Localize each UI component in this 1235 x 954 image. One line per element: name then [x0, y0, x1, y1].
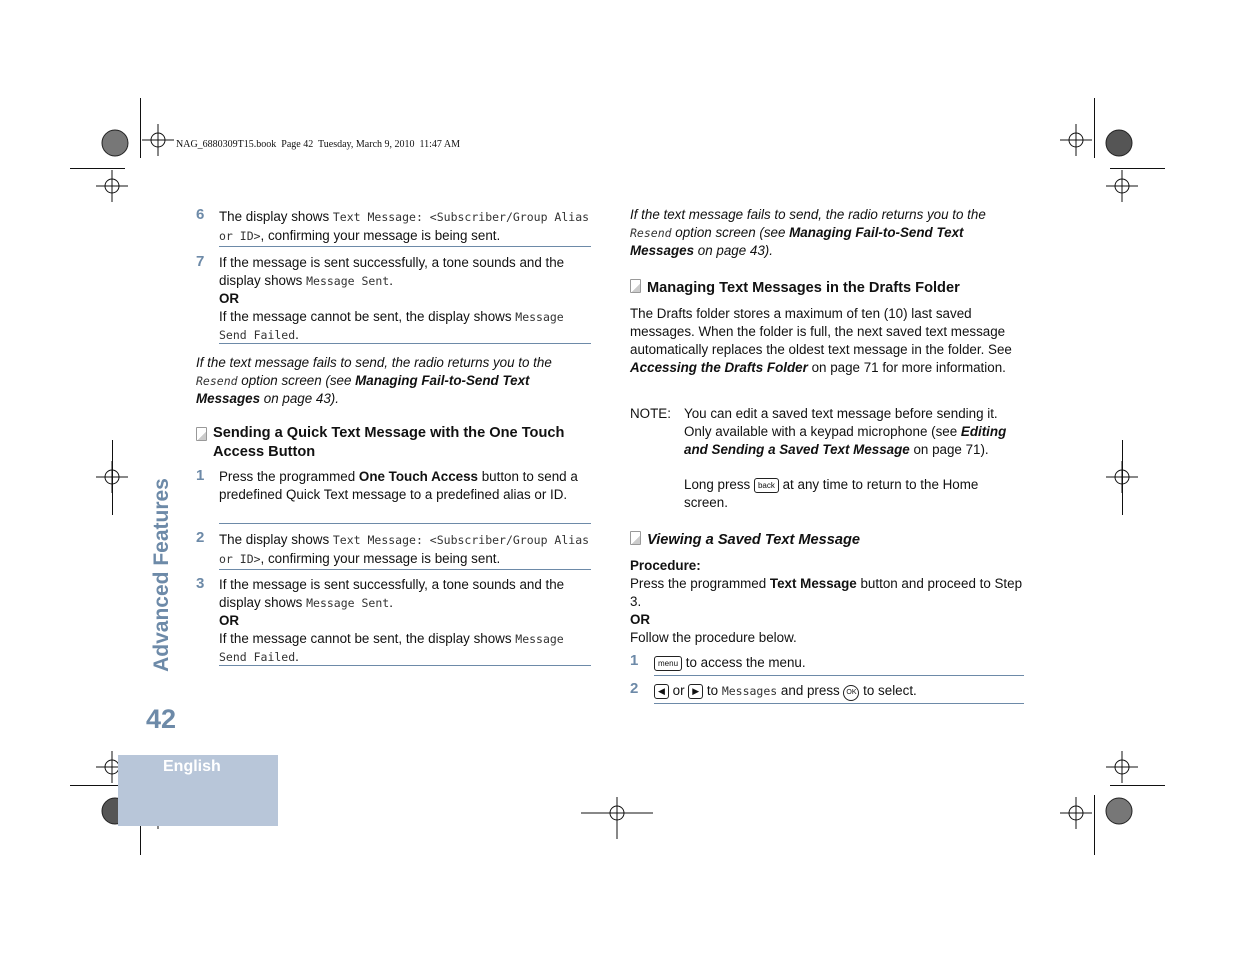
registration-dot — [1106, 130, 1132, 156]
section-heading — [630, 531, 1022, 550]
display-text: Text Message: <Subscriber/Group Alias or ID> — [219, 210, 590, 243]
step-number: 7 — [196, 253, 205, 270]
back-key-icon: back — [754, 478, 779, 493]
procedure-label: Procedure: — [630, 558, 701, 573]
registration-dot — [1106, 798, 1132, 824]
step-number: 2 — [196, 529, 205, 546]
step-number: 1 — [630, 652, 639, 669]
step-divider — [219, 665, 591, 666]
display-text: Resend — [196, 374, 238, 388]
fail-note — [196, 354, 588, 408]
ok-key-icon: OK — [843, 685, 859, 701]
fail-note — [630, 206, 1022, 260]
registration-target — [1060, 797, 1092, 829]
step-text: The display shows — [219, 532, 333, 547]
step-number: 1 — [196, 467, 205, 484]
view-step-2 — [654, 682, 1024, 701]
note-text: You can edit a saved text message before sending it. Only available with a keypad microphone (see — [684, 406, 998, 439]
section-title: Sending a Quick Text Message with the One Touch Access Button — [213, 425, 565, 460]
step-text: to access the menu. — [682, 655, 806, 670]
section-icon — [630, 531, 641, 545]
note-text: If the text message fails to send, the radio returns you to the — [196, 355, 552, 370]
step-6 — [219, 208, 591, 245]
step-text: , confirming your message is being sent. — [260, 227, 501, 243]
note-text: on page 71). — [909, 442, 989, 457]
note-text: on page 43). — [260, 391, 339, 406]
view-step-1 — [654, 654, 1024, 672]
section-icon — [630, 279, 641, 293]
step-divider — [219, 246, 591, 247]
registration-dot — [102, 130, 128, 156]
procedure-text: Follow the procedure below. — [630, 630, 797, 645]
cross-reference-link[interactable]: Managing Fail-to-Send Text Messages — [196, 373, 530, 406]
step-divider — [654, 675, 1024, 676]
button-name: One Touch Access — [358, 469, 478, 484]
registration-target — [1106, 170, 1138, 202]
step-number: 6 — [196, 206, 205, 223]
step-text: to select. — [859, 683, 917, 698]
note-text: Long press — [684, 477, 754, 492]
note-text: option screen (see — [237, 373, 356, 388]
display-text: Message Sent — [306, 273, 390, 288]
step-divider — [219, 569, 591, 570]
step-text: If the message is sent successfully, a tone sounds and the display shows — [219, 255, 565, 288]
section-icon — [196, 427, 207, 441]
step-text: If the message cannot be sent, the display shows — [219, 630, 516, 646]
procedure-text: Press the programmed — [630, 576, 770, 591]
display-text: Message Send Failed — [219, 631, 564, 664]
display-text: Messages — [721, 684, 778, 698]
section-title: Managing Text Messages in the Drafts Folder — [647, 280, 960, 296]
display-text: Text Message: <Subscriber/Group Alias or ID> — [219, 533, 590, 566]
note-text: at any time to return to the Home screen. — [684, 477, 979, 510]
or-label: OR — [219, 291, 240, 306]
step-text: . — [389, 594, 393, 610]
step-7 — [219, 254, 591, 345]
step-number: 2 — [630, 680, 639, 697]
step-text: . — [295, 327, 299, 342]
note-text: option screen (see — [671, 225, 790, 240]
step-text: button to send a predefined Quick Text message to a predefined alias or ID. — [219, 469, 578, 502]
step-1 — [219, 468, 591, 503]
section-title: Viewing a Saved Text Message — [647, 532, 861, 548]
section-heading — [630, 279, 1022, 298]
note-text: on page 43). — [694, 243, 773, 258]
step-divider — [219, 343, 591, 344]
or-label: OR — [630, 612, 651, 627]
registration-target — [142, 124, 174, 156]
step-text: The display shows — [219, 209, 333, 224]
procedure — [630, 557, 1024, 647]
note-body — [684, 405, 1024, 459]
cross-reference-link[interactable]: Editing and Sending a Saved Text Message — [684, 424, 1007, 457]
paragraph-text: The Drafts folder stores a maximum of ten (10) last saved messages. When the folder is full, the next saved text message automatically replaces the oldest text message in the folder. See — [630, 306, 1012, 357]
step-divider — [219, 523, 591, 524]
cross-reference-link[interactable]: Accessing the Drafts Folder — [630, 360, 808, 375]
step-text: Press the programmed — [219, 469, 359, 484]
step-2 — [219, 531, 591, 568]
step-text: . — [295, 649, 299, 664]
side-tab-label: Advanced Features — [150, 478, 173, 672]
language-tab — [118, 755, 278, 826]
note-text: If the text message fails to send, the radio returns you to the — [630, 207, 986, 222]
button-name: Text Message — [769, 576, 857, 591]
step-text: , confirming your message is being sent. — [260, 550, 501, 566]
step-text: to — [703, 683, 722, 698]
display-text: Message Send Failed — [219, 309, 564, 342]
step-text: If the message cannot be sent, the display shows — [219, 308, 516, 324]
step-divider — [654, 703, 1024, 704]
section-heading — [196, 424, 576, 462]
drafts-paragraph — [630, 305, 1024, 377]
or-label: OR — [219, 613, 240, 628]
registration-target — [1106, 751, 1138, 783]
menu-key-icon: menu — [654, 656, 682, 671]
right-arrow-key-icon: ▶ — [688, 684, 703, 699]
registration-target — [96, 461, 128, 493]
registration-target — [96, 170, 128, 202]
step-text: . — [389, 272, 393, 288]
page-number: 42 — [146, 704, 177, 734]
language-label: English — [163, 758, 221, 775]
procedure-text: button and proceed to Step 3. — [630, 576, 1023, 609]
registration-target — [1060, 124, 1092, 156]
registration-target — [1106, 461, 1138, 493]
paragraph-text: on page 71 for more information. — [807, 360, 1006, 375]
step-number: 3 — [196, 575, 205, 592]
cross-reference-link[interactable]: Managing Fail-to-Send Text Messages — [630, 225, 964, 258]
book-info: NAG_6880309T15.book Page 42 Tuesday, March 9, 2010 11:47 AM — [176, 139, 460, 150]
note-body-2 — [684, 476, 1024, 512]
step-text: or — [668, 683, 689, 698]
display-text: Resend — [630, 226, 672, 240]
note-label: NOTE: — [630, 406, 671, 421]
step-text: If the message is sent successfully, a tone sounds and the display shows — [219, 577, 565, 610]
registration-target — [581, 797, 653, 839]
step-text: and press — [777, 683, 844, 698]
step-3 — [219, 576, 591, 667]
left-arrow-key-icon: ◀ — [654, 684, 669, 699]
display-text: Message Sent — [306, 595, 390, 610]
